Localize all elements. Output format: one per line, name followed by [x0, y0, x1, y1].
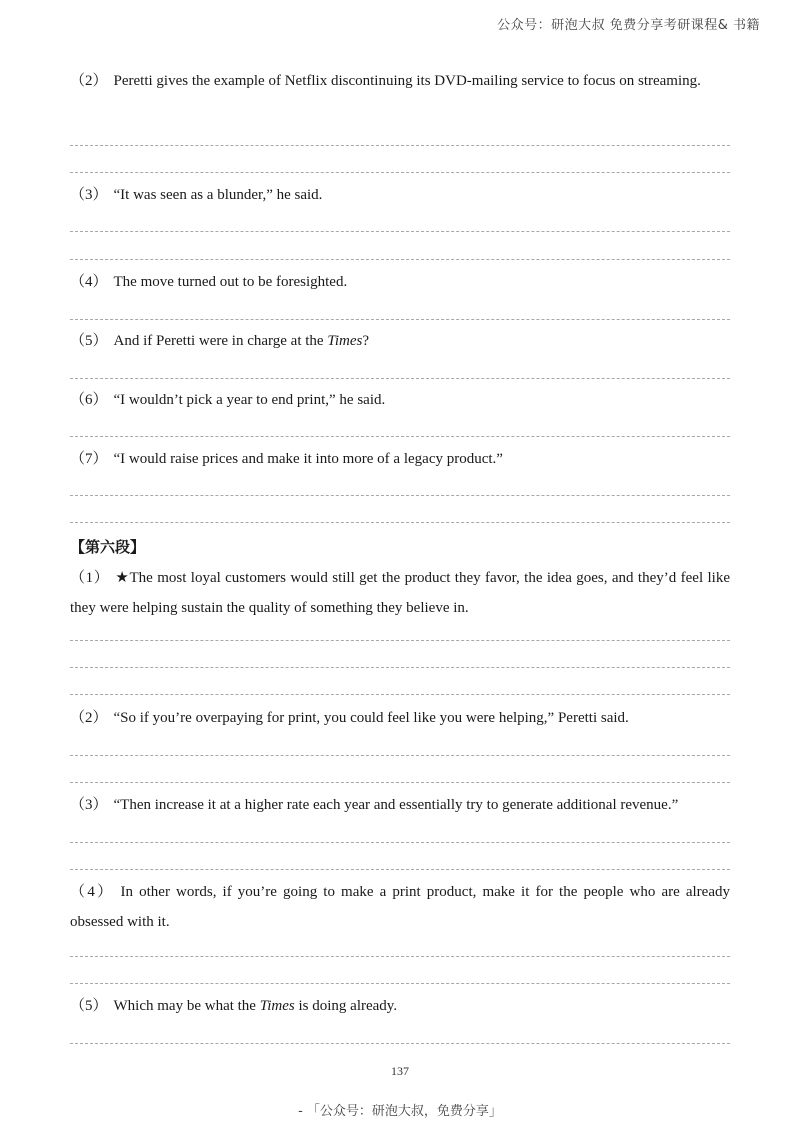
- answer-line: [70, 640, 730, 641]
- answer-line: [70, 436, 730, 437]
- item-number: （7）: [70, 451, 108, 467]
- item-text-italic: Times: [259, 998, 295, 1014]
- answer-line: [70, 956, 730, 957]
- item-text: ?: [362, 333, 370, 349]
- item-number: （2）: [70, 710, 108, 726]
- answer-line: [70, 259, 730, 260]
- item-text: ★The most loyal customers would still get the product they favor, the idea goes, and they’d feel like they were helping sustain the quality of something they believe in.: [70, 570, 730, 616]
- item-number: （1）: [70, 570, 110, 586]
- paragraph-item: [70, 267, 730, 297]
- item-text: In other words, if you’re going to make a print product, make it for the people who are already obsessed with it.: [70, 884, 730, 930]
- item-number: （3）: [70, 187, 108, 203]
- item-text: Which may be what the: [113, 998, 260, 1014]
- item-number: （5）: [70, 333, 108, 349]
- paragraph-item: [70, 563, 730, 623]
- section-title: 【第六段】: [70, 538, 146, 556]
- paragraph-item: [70, 66, 730, 96]
- item-number: （3）: [70, 797, 108, 813]
- answer-line: [70, 869, 730, 870]
- answer-line: [70, 667, 730, 668]
- answer-line: [70, 983, 730, 984]
- answer-line: [70, 842, 730, 843]
- item-text: “I wouldn’t pick a year to end print,” he said.: [113, 392, 386, 408]
- paragraph-item: [70, 703, 730, 733]
- answer-line: [70, 522, 730, 523]
- item-text: Peretti gives the example of Netflix discontinuing its DVD-mailing service to focus on streaming.: [113, 73, 701, 89]
- item-text: “So if you’re overpaying for print, you could feel like you were helping,” Peretti said.: [113, 710, 629, 726]
- page-header: 公众号：研泡大叔 免费分享考研课程& 书籍: [497, 18, 760, 33]
- paragraph-item: [70, 790, 730, 820]
- page-number: 137: [391, 1064, 409, 1078]
- paragraph-item: [70, 180, 730, 210]
- item-text-italic: Times: [327, 333, 363, 349]
- answer-line: [70, 172, 730, 173]
- answer-line: [70, 495, 730, 496]
- item-number: （5）: [70, 998, 108, 1014]
- item-text: “It was seen as a blunder,” he said.: [113, 187, 323, 203]
- item-text: “Then increase it at a higher rate each year and essentially try to generate additional revenue.”: [113, 797, 679, 813]
- answer-line: [70, 782, 730, 783]
- item-number: （4）: [70, 274, 108, 290]
- item-text: And if Peretti were in charge at the: [113, 333, 328, 349]
- item-number: （4）: [70, 884, 115, 900]
- answer-line: [70, 145, 730, 146]
- answer-line: [70, 378, 730, 379]
- answer-line: [70, 755, 730, 756]
- answer-line: [70, 231, 730, 232]
- paragraph-item: [70, 385, 730, 415]
- item-text: “I would raise prices and make it into more of a legacy product.”: [113, 451, 503, 467]
- item-text: is doing already.: [294, 998, 398, 1014]
- item-number: （6）: [70, 392, 108, 408]
- item-number: （2）: [70, 73, 108, 89]
- paragraph-item: [70, 444, 730, 474]
- paragraph-item: [70, 326, 730, 356]
- answer-line: [70, 319, 730, 320]
- page-footer: - 「公众号：研泡大叔，免费分享」: [298, 1104, 502, 1119]
- answer-line: [70, 694, 730, 695]
- item-text: The move turned out to be foresighted.: [113, 274, 348, 290]
- paragraph-item: [70, 877, 730, 937]
- answer-line: [70, 1043, 730, 1044]
- paragraph-item: [70, 991, 730, 1021]
